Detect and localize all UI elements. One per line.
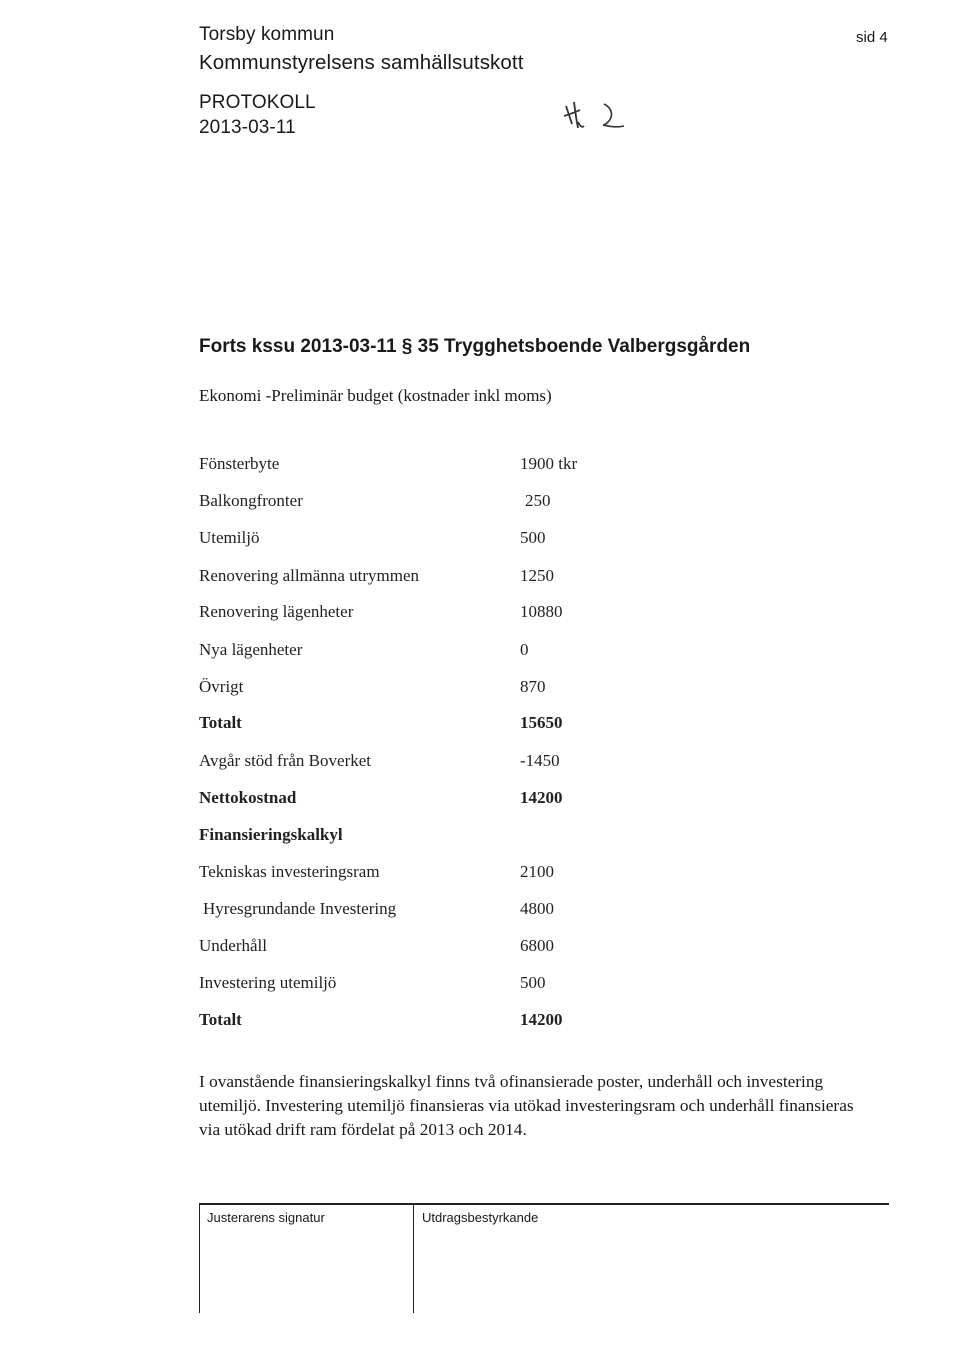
financing-row-label: Tekniskas investeringsram <box>199 862 380 881</box>
net-cost-value: 14200 <box>520 788 563 807</box>
financing-note-paragraph: I ovanstående finansieringskalkyl finns två ofinansierade poster, underhåll och investering utemiljö. Investering utemiljö finansieras via utökad investeringsram och underhåll finansieras via utökad drift ram fördelat på 2013 och 2014. <box>199 1072 854 1139</box>
page-number: sid 4 <box>856 29 888 46</box>
handwritten-initials <box>560 98 630 138</box>
signature-label-utdragsbestyrkande: Utdragsbestyrkande <box>422 1210 539 1225</box>
budget-row-value: 250 <box>525 491 551 510</box>
financing-row-label: Investering utemiljö <box>199 973 337 992</box>
budget-row-value: 10880 <box>520 602 563 621</box>
budget-row-label: Renovering lägenheter <box>199 602 354 621</box>
signature-table <box>199 1203 889 1313</box>
budget-row-value: 1250 <box>520 566 554 585</box>
signature-label-justerare: Justerarens signatur <box>207 1210 325 1225</box>
financing-row-value: 6800 <box>520 936 554 955</box>
budget-row-label: Utemiljö <box>199 528 260 547</box>
budget-row-label: Fönsterbyte <box>199 454 280 473</box>
section-subtitle: Ekonomi -Preliminär budget (kostnader inkl moms) <box>199 386 552 405</box>
financing-row-value: 4800 <box>520 899 554 918</box>
budget-row-label: Balkongfronter <box>199 491 303 510</box>
budget-row-label: Avgår stöd från Boverket <box>199 751 371 770</box>
document-date: 2013-03-11 <box>199 117 296 138</box>
financing-total-label: Totalt <box>199 1010 242 1029</box>
signature-table-left-rule <box>199 1203 200 1313</box>
budget-row-label: Renovering allmänna utrymmen <box>199 566 419 585</box>
budget-row-value: 500 <box>520 528 546 547</box>
budget-total-value: 15650 <box>520 713 563 732</box>
budget-row-value: 870 <box>520 677 546 696</box>
financing-heading: Finansieringskalkyl <box>199 825 343 844</box>
budget-row-label: Övrigt <box>199 677 244 696</box>
financing-row-value: 500 <box>520 973 546 992</box>
financing-row-label: Underhåll <box>199 936 267 955</box>
net-cost-label: Nettokostnad <box>199 788 297 807</box>
budget-row-value: 0 <box>520 640 529 659</box>
financing-row-label: Hyresgrundande Investering <box>203 899 397 918</box>
budget-row-value: 1900 tkr <box>520 454 578 473</box>
signature-table-top-rule <box>199 1203 889 1205</box>
signature-table-divider <box>413 1203 414 1313</box>
section-title: Forts kssu 2013-03-11 § 35 Trygghetsboende Valbergsgården <box>199 336 751 357</box>
financing-total-value: 14200 <box>520 1010 563 1029</box>
budget-row-label: Nya lägenheter <box>199 640 303 659</box>
committee-name: Kommunstyrelsens samhällsutskott <box>199 51 524 74</box>
financing-row-value: 2100 <box>520 862 554 881</box>
budget-total-label: Totalt <box>199 713 242 732</box>
document-type: PROTOKOLL <box>199 92 316 113</box>
municipality-name: Torsby kommun <box>199 24 335 45</box>
budget-row-value: -1450 <box>520 751 560 770</box>
